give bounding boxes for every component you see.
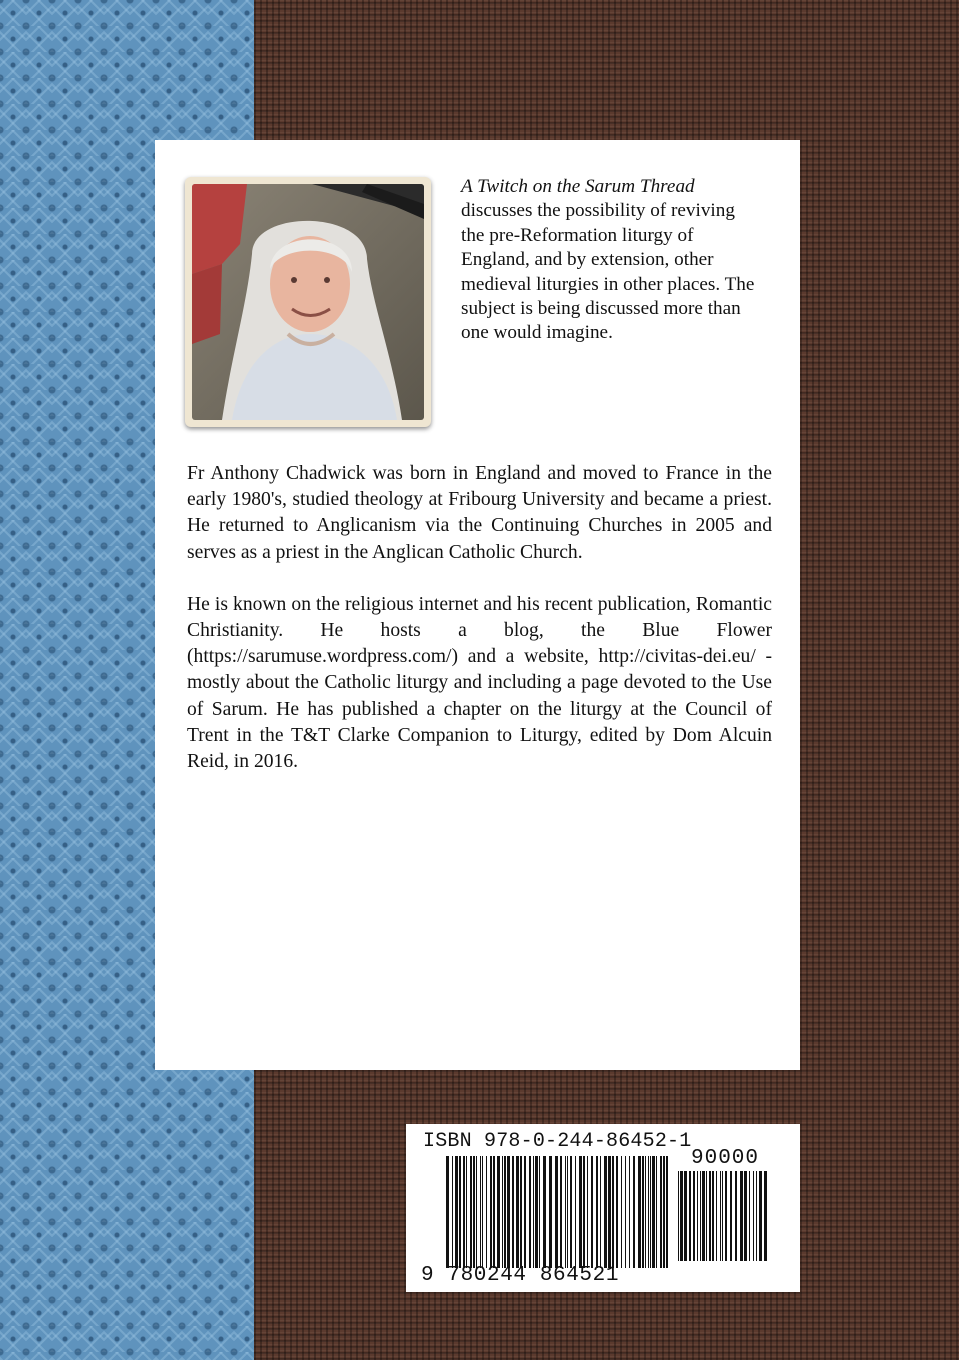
barcode-bar [650, 1156, 651, 1268]
barcode-bar [735, 1171, 737, 1261]
barcode-bar [476, 1156, 477, 1268]
barcode-bar [645, 1156, 646, 1268]
barcode-bar [663, 1156, 665, 1268]
barcode-bar [565, 1156, 566, 1268]
barcode-bar [749, 1171, 750, 1261]
barcode-bar [524, 1156, 526, 1268]
barcode-bar [678, 1171, 679, 1261]
author-photo-frame [185, 177, 431, 427]
barcode-bar [660, 1156, 662, 1268]
barcode-bar [764, 1171, 767, 1261]
barcode-bar [533, 1156, 534, 1268]
barcode-bar [697, 1171, 698, 1261]
barcode-bar [638, 1156, 641, 1268]
barcode-bar [689, 1171, 691, 1261]
barcode-bar [706, 1171, 707, 1261]
barcode-bar [567, 1156, 568, 1268]
barcode-bar [642, 1156, 644, 1268]
barcode-bar [587, 1156, 588, 1268]
barcode-bar [702, 1171, 705, 1261]
barcode-bar [504, 1156, 506, 1268]
barcode-bar [680, 1171, 683, 1261]
barcode-bar [455, 1156, 458, 1268]
barcode-bar [740, 1171, 743, 1261]
barcode-bar [720, 1171, 721, 1261]
barcode-bar [616, 1156, 618, 1268]
barcode-bar [512, 1156, 514, 1268]
barcode-bar [608, 1156, 611, 1268]
barcode-bar [625, 1156, 626, 1268]
barcode-bar [744, 1171, 747, 1261]
barcode-box [406, 1124, 800, 1292]
barcode-bar [570, 1156, 572, 1268]
barcode-bar [555, 1156, 558, 1268]
barcode-bar [463, 1156, 465, 1268]
barcode-bar [482, 1156, 483, 1268]
barcode-bar [543, 1156, 546, 1268]
barcode-bar [497, 1156, 500, 1268]
barcode-bar [459, 1156, 461, 1268]
barcode-bar [656, 1156, 657, 1268]
barcode-bar [470, 1156, 472, 1268]
barcode-bar [684, 1171, 687, 1261]
barcode-bar [700, 1171, 701, 1261]
barcode-bar [560, 1156, 562, 1268]
barcode-bar [535, 1156, 538, 1268]
barcode-bar [575, 1156, 576, 1268]
text-panel [155, 140, 800, 1070]
barcode-bar [583, 1156, 585, 1268]
barcode-bar [666, 1156, 668, 1268]
barcode-bar [480, 1156, 481, 1268]
barcode-bar [596, 1156, 598, 1268]
barcode-bar [529, 1156, 531, 1268]
barcode-bar [591, 1156, 593, 1268]
barcode-bar [693, 1171, 695, 1261]
barcode-bar [652, 1156, 655, 1268]
barcode-bar [612, 1156, 614, 1268]
barcode-bar [604, 1156, 607, 1268]
barcode-bar [502, 1156, 503, 1268]
barcode-bar [520, 1156, 522, 1268]
barcode-bar [722, 1171, 723, 1261]
barcode-bar [507, 1156, 510, 1268]
barcode-bar [466, 1156, 467, 1268]
price-code: 90000 [691, 1147, 760, 1170]
barcode-bar [473, 1156, 475, 1268]
bio-paragraph-2: He is known on the religious internet and his recent publication, Romantic Christianity. He hosts a blog, the Blue Flower (https://sarumuse.wordpress.com/) and a website, http://civitas-dei.eu/ - mostly about the Catholic liturgy and including a page devoted to the Use of Sarum. He has published a chapter on the liturgy at the Council of Trent in the T&T Clarke Companion to Liturgy, edited by Dom Alcuin Reid, in 2016. [187, 593, 772, 773]
barcode-bar [516, 1156, 519, 1268]
barcode-bar [493, 1156, 495, 1268]
barcode-bar [709, 1171, 711, 1261]
barcode-bar [648, 1156, 649, 1268]
barcode-bar [549, 1156, 552, 1268]
barcode-digits: 9 780244 864521 [421, 1264, 620, 1287]
barcode-bar [730, 1171, 732, 1261]
barcode-bar [633, 1156, 635, 1268]
barcode-bar [753, 1171, 754, 1261]
barcode-bar [539, 1156, 540, 1268]
barcode-bar [712, 1171, 714, 1261]
isbn-label: ISBN 978-0-244-86452-1 [423, 1130, 692, 1153]
barcode-bar [579, 1156, 582, 1268]
barcode-bar [490, 1156, 492, 1268]
bio-paragraph-1: Fr Anthony Chadwick was born in England and moved to France in the early 1980's, studied theology at Fribourg University and became a priest. He returned to Anglicanism via the Continuing Churches in 2005 and serves as a priest in the Anglican Catholic Church. [187, 463, 772, 563]
author-photo [192, 184, 424, 420]
barcode-bar [725, 1171, 727, 1261]
barcode-bar [621, 1156, 622, 1268]
barcode-bar [756, 1171, 757, 1261]
addon-barcode [678, 1171, 768, 1261]
barcode-bar [600, 1156, 601, 1268]
book-title: A Twitch on the Sarum Thread [461, 176, 695, 197]
barcode-bar [446, 1156, 449, 1268]
author-bio [187, 461, 772, 801]
barcode-bar [629, 1156, 630, 1268]
barcode-bar [716, 1171, 717, 1261]
barcode-bar [452, 1156, 453, 1268]
isbn-barcode [446, 1156, 671, 1268]
blurb-text: discusses the possibility of reviving the pre-Reformation liturgy of England, and by extension, other medieval liturgies in other places. The subject is being discussed more than one would imagine. [461, 200, 755, 344]
barcode-bar [759, 1171, 762, 1261]
book-blurb [461, 175, 761, 346]
barcode-bar [486, 1156, 487, 1268]
